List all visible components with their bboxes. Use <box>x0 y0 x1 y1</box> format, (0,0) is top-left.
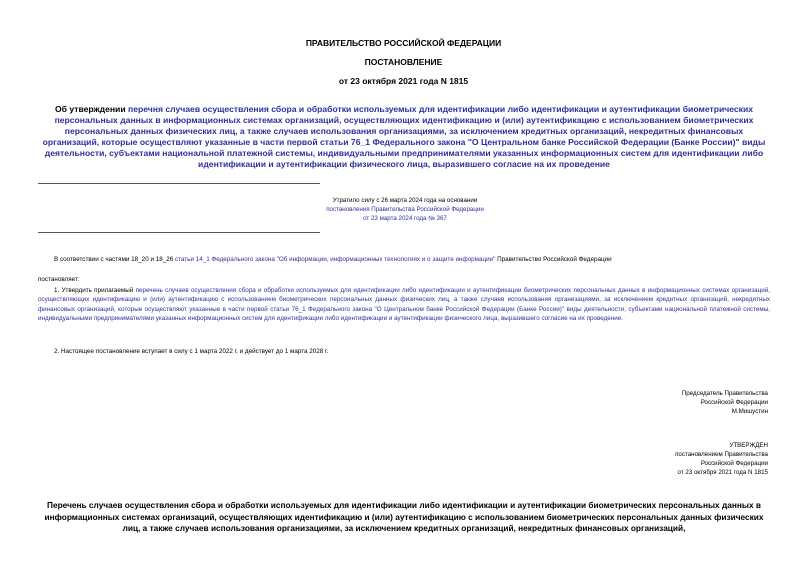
document-title <box>38 104 770 170</box>
decides-word: постановляет: <box>38 276 80 283</box>
preamble-law-link[interactable]: статьи 14_1 Федерального закона "Об информации, информационных технологиях и о защите информации" <box>174 256 496 263</box>
repeal-notice-link-date[interactable]: от 23 марта 2024 года № 367 <box>363 215 447 222</box>
approved-block <box>560 441 768 477</box>
approved-by: постановлением Правительства <box>675 451 768 458</box>
repeal-notice-link[interactable]: постановления Правительства Российской Федерации <box>326 206 484 213</box>
item-1 <box>38 286 770 324</box>
title-prefix: Об утверждении <box>54 104 128 114</box>
list-title: Перечень случаев осуществления сбора и обработки используемых для идентификации либо идентификации и аутентификации биометрических персональных данных в информационных системах организаций, осуществляющих идентификацию и (или) аутентификацию с использованием биометрических персональных данных физических лиц, а также случаев использования организациями, за исключением кредитных организаций, некредитных финансовых организаций, <box>44 500 764 533</box>
document-date-number: от 23 октября 2021 года N 1815 <box>338 76 469 86</box>
separator-top <box>38 183 320 184</box>
preamble-suffix: Правительство Российской Федерации <box>495 256 612 263</box>
signature-block <box>560 389 768 416</box>
approved-country: Российской Федерации <box>700 460 768 467</box>
title-link[interactable]: перечня случаев осуществления сбора и обработки используемых для идентификации либо идентификации и аутентификации биометрических персональных данных в информационных системах организаций, осуществляющих идентификацию и (или) аутентификацию с использованием биометрических персональных данных физических лиц, а также случаев использования организациями, за исключением кредитных организаций, некредитных финансовых организаций, которые осуществляют указанные в части первой статьи 76_1 Федерального закона "О Центральном банке Российской Федерации (Банке России)" виды деятельности, субъектами национальной платежной системы, индивидуальными предпринимателями указанных информационных систем для идентификации либо идентификации и аутентификации физического лица, выразившего согласие на их проведение <box>42 104 766 169</box>
government-name: ПРАВИТЕЛЬСТВО РОССИЙСКОЙ ФЕДЕРАЦИИ <box>305 38 502 48</box>
repeal-notice-line1: Утратило силу с 26 марта 2024 года на основании <box>332 197 478 204</box>
approved-date: от 23 октября 2021 года N 1815 <box>677 469 768 476</box>
preamble <box>54 255 774 264</box>
signature-position: Председатель Правительства <box>681 390 768 397</box>
signature-country: Российской Федерации <box>700 399 768 406</box>
item-1-prefix: 1. Утвердить прилагаемый <box>54 287 136 294</box>
repeal-notice <box>190 196 620 223</box>
item-1-list-link[interactable]: перечень случаев осуществления сбора и обработки используемых для идентификации либо идентификации и аутентификации биометрических персональных данных в информационных системах организаций, осуществляющих идентификацию и (или) аутентификацию с использованием биометрических персональных данных физических лиц, а также случаев использования организациями, за исключением кредитных организаций, некредитных финансовых организаций, которые осуществляют указанные в части первой статьи 76_1 Федерального закона "О Центральном банке Российской Федерации (Банке России)" виды деятельности, субъектами национальной платежной системы, индивидуальными предпринимателями указанных информационных систем для идентификации либо идентификации и аутентификации физического лица, выразившего согласие на их проведение. <box>38 287 771 323</box>
document-type: ПОСТАНОВЛЕНИЕ <box>364 57 443 67</box>
approved-label: УТВЕРЖДЕН <box>729 442 768 449</box>
separator-bottom <box>38 232 320 233</box>
preamble-prefix: В соответствии с частями 18_20 и 18_26 <box>54 256 175 263</box>
item-2: 2. Настоящее постановление вступает в силу с 1 марта 2022 г. и действует до 1 марта 2028 г. <box>54 348 329 355</box>
signature-name: М.Мишустин <box>731 408 768 415</box>
